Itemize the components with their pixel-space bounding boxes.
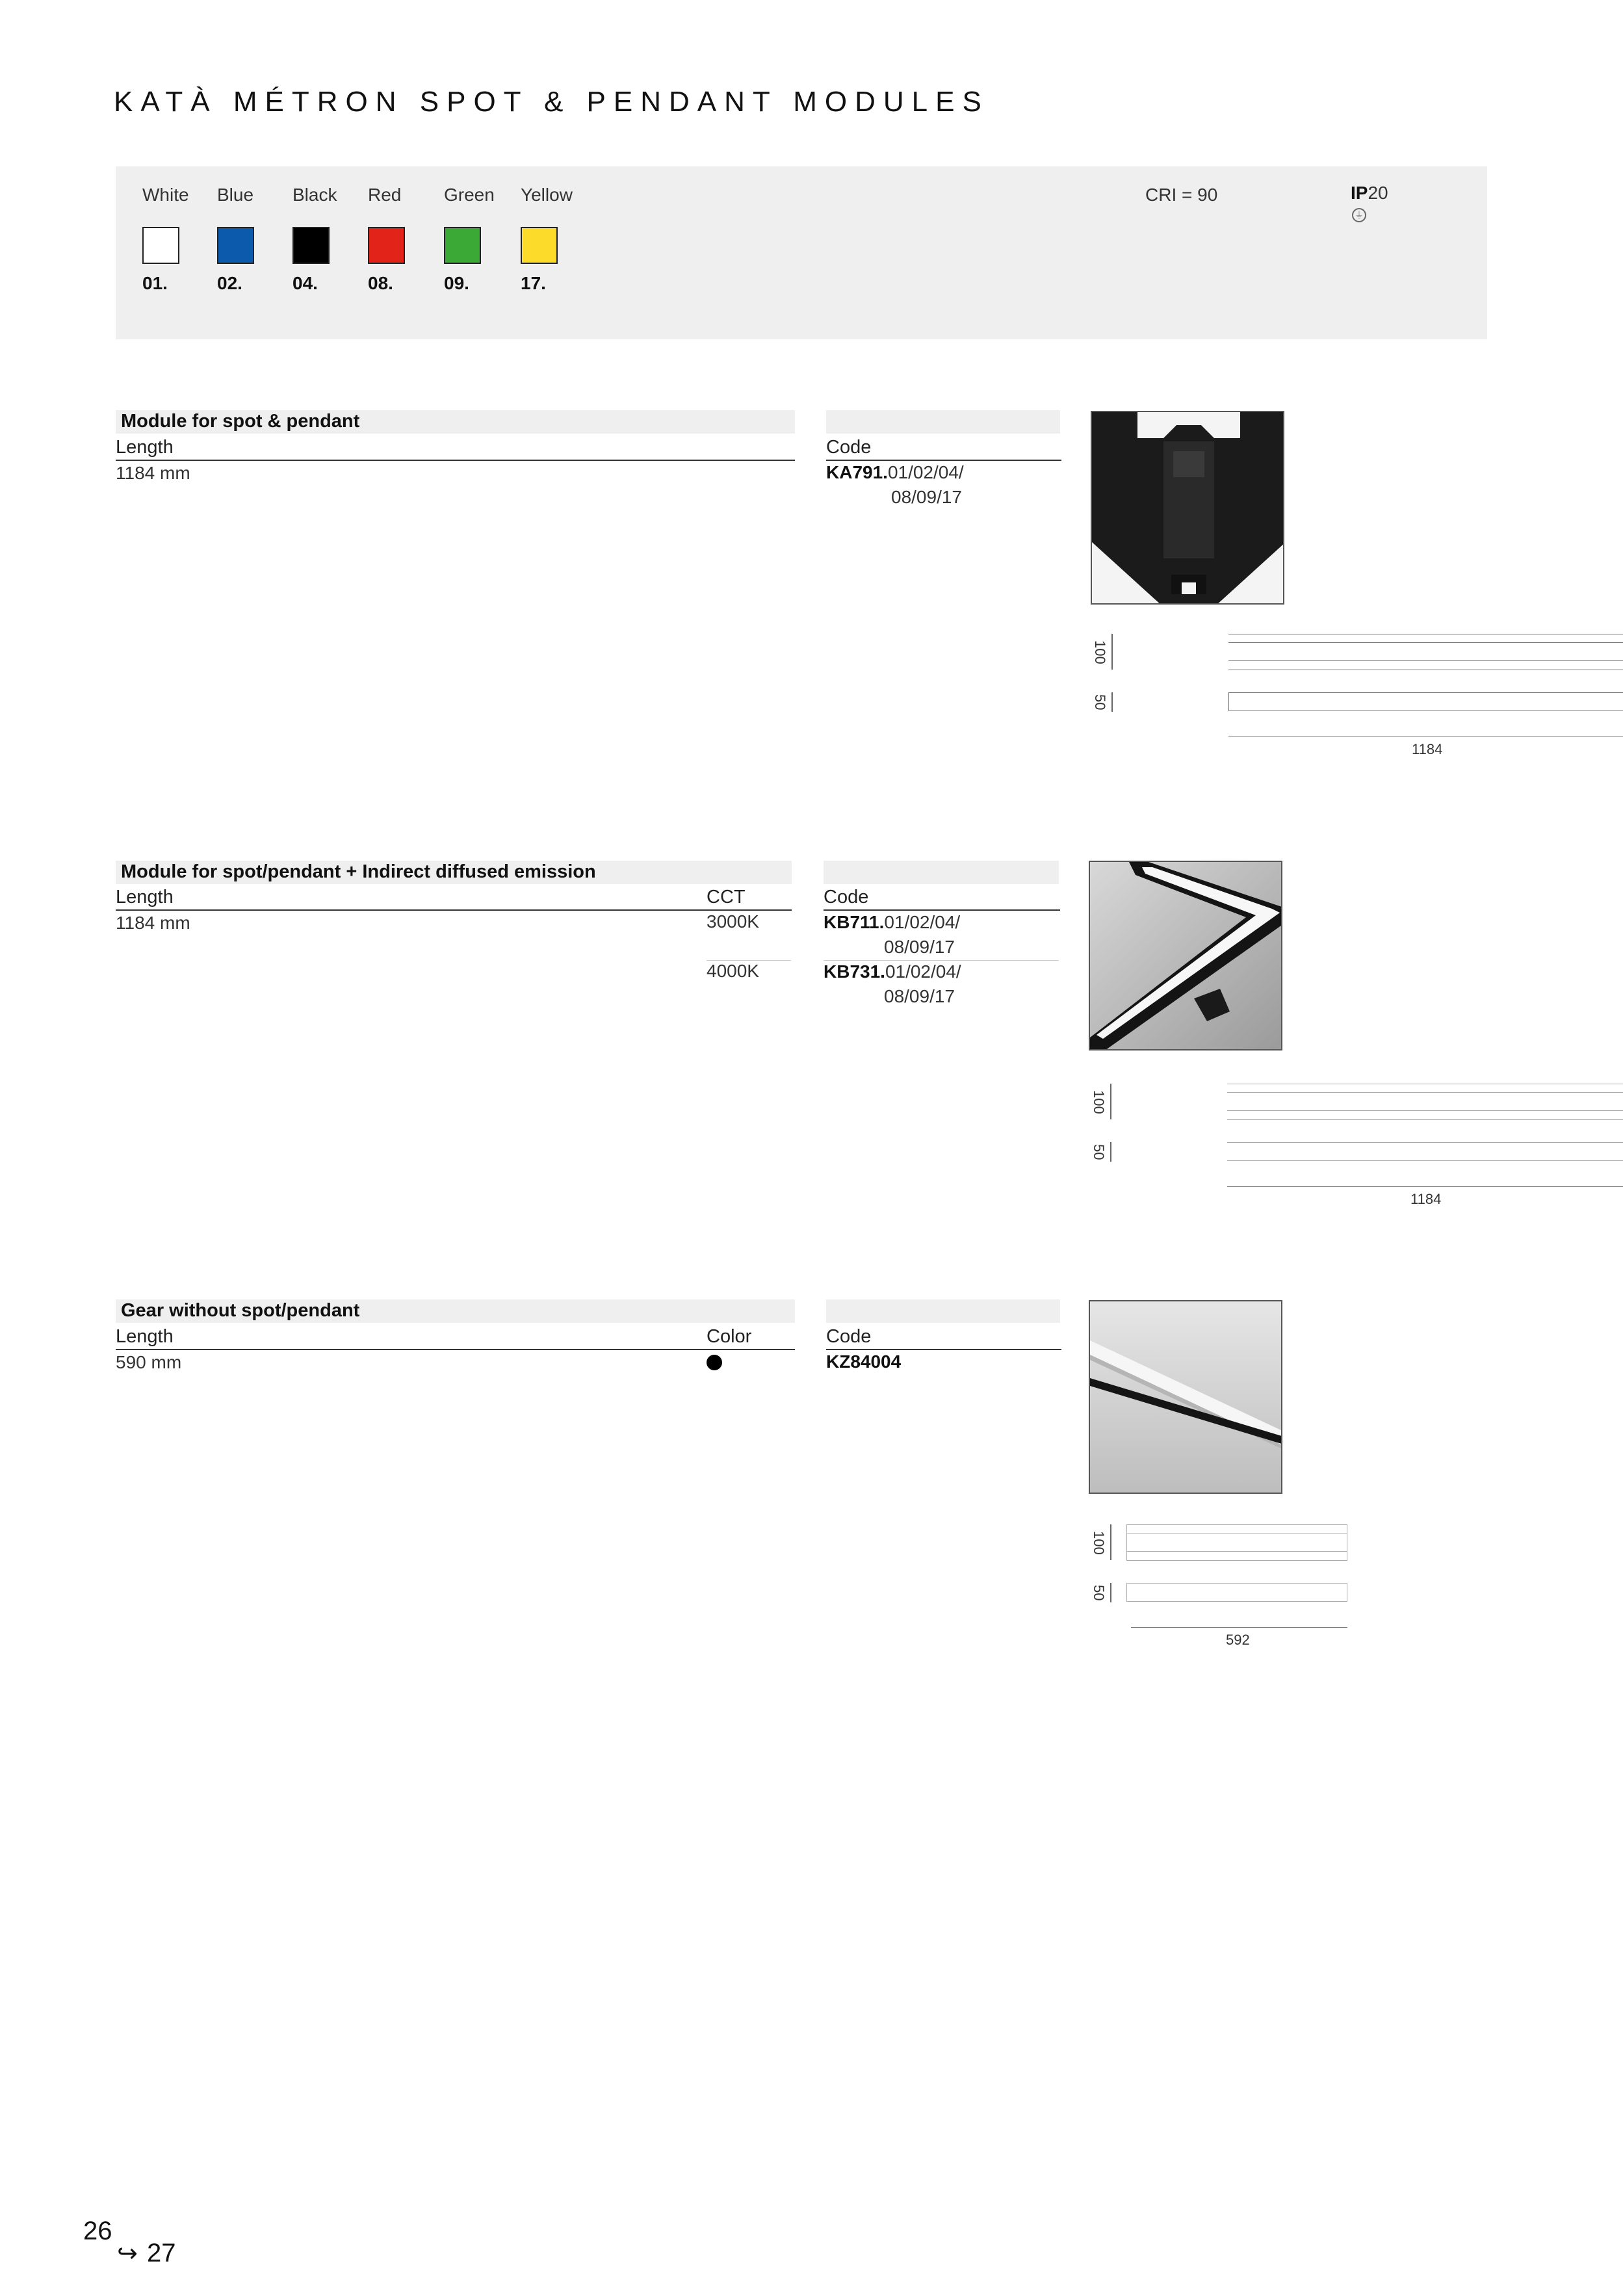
dimension-line [1227, 1186, 1623, 1187]
header-rule [116, 1349, 795, 1350]
product-1-heading: Module for spot & pendant [121, 411, 360, 432]
swatch-name: Red [368, 185, 402, 205]
drawing-line [1227, 1092, 1623, 1093]
dim-tick [1126, 1524, 1127, 1560]
code-bold: KB711. [824, 912, 885, 932]
ip-value: 20 [1368, 183, 1388, 203]
product-2-photo [1089, 861, 1282, 1050]
length-value: 1184 mm [116, 913, 190, 933]
product-code [826, 460, 964, 485]
drawing-line [1126, 1601, 1347, 1602]
swatch-box [292, 227, 330, 264]
dim-tick [1228, 692, 1229, 711]
drawing-line [1126, 1560, 1347, 1561]
dim-height-1: 100 [1091, 1531, 1107, 1555]
swatch-box [521, 227, 558, 264]
drawing-line [1227, 1119, 1623, 1120]
dim-length: 1184 [1410, 1191, 1442, 1207]
drawing-line [1126, 1583, 1347, 1584]
dim-tick [1110, 1084, 1111, 1119]
swatch-code: 01. [142, 273, 168, 293]
swatch-box [142, 227, 179, 264]
code-rest: 01/02/04/ [885, 961, 961, 982]
code-rest-line2: 08/09/17 [884, 937, 955, 957]
color-dot-black [707, 1355, 722, 1370]
code-label: Code [826, 437, 872, 458]
cct-value: 3000K [707, 911, 759, 932]
swatch-box [444, 227, 481, 264]
dim-tick [1110, 1142, 1111, 1162]
drawing-line [1228, 660, 1623, 661]
dim-height-1: 100 [1091, 1090, 1107, 1114]
product-1-photo [1091, 411, 1284, 605]
dim-height-1: 100 [1092, 640, 1108, 664]
code-bold: KZ84004 [826, 1351, 902, 1372]
swatch-name: Yellow [521, 185, 573, 205]
dim-tick [1110, 1583, 1111, 1602]
dim-tick [1110, 1524, 1111, 1560]
page-number-right: 27 [147, 2239, 176, 2267]
ip-prefix: IP [1351, 183, 1368, 203]
page-number-left: 26 [83, 2217, 112, 2245]
length-label: Length [116, 887, 174, 907]
swatch-name: White [142, 185, 189, 205]
product-2-heading: Module for spot/pendant + Indirect diffused emission [121, 861, 596, 882]
swatch-code: 02. [217, 273, 242, 293]
dim-height-2: 50 [1092, 694, 1108, 711]
drawing-line [1227, 1110, 1623, 1111]
drawing-line [1228, 642, 1623, 643]
length-value: 1184 mm [116, 463, 190, 483]
length-label: Length [116, 437, 174, 458]
cri-value: CRI = 90 [1145, 185, 1218, 205]
swatch-code: 08. [368, 273, 393, 293]
product-3-photo [1089, 1300, 1282, 1494]
product-code [826, 1350, 901, 1374]
dim-height-2: 50 [1091, 1144, 1107, 1160]
drawing-line [1126, 1524, 1347, 1525]
dim-tick [1111, 692, 1113, 712]
code-rest: 01/02/04/ [884, 912, 961, 932]
code-bold: KB731. [824, 961, 885, 982]
swatch-name: Green [444, 185, 495, 205]
code-header-bar [824, 861, 1059, 884]
arrow-icon: ↪ [117, 2240, 138, 2267]
header-rule [116, 460, 795, 461]
cct-value: 4000K [707, 961, 759, 981]
code-header-bar [826, 1299, 1060, 1323]
dim-length: 592 [1226, 1632, 1250, 1648]
cct-label: CCT [707, 887, 746, 907]
code-rest-line2: 08/09/17 [891, 487, 962, 507]
gear-module-image [1090, 1301, 1282, 1494]
product-code [824, 959, 961, 984]
color-label: Color [707, 1326, 752, 1347]
swatch-name: Black [292, 185, 337, 205]
swatch-code: 09. [444, 273, 469, 293]
code-label: Code [824, 887, 869, 907]
indirect-module-image [1090, 862, 1282, 1050]
product-3-heading: Gear without spot/pendant [121, 1300, 360, 1321]
ip-rating [1351, 183, 1388, 203]
swatch-box [217, 227, 254, 264]
dim-tick [1111, 634, 1113, 670]
length-label: Length [116, 1326, 174, 1347]
length-value: 590 mm [116, 1352, 182, 1372]
color-options-band [116, 166, 1487, 339]
dim-height-2: 50 [1091, 1585, 1107, 1601]
dimension-line [1131, 1627, 1347, 1628]
code-rest-line2: 08/09/17 [884, 986, 955, 1006]
swatch-name: Blue [217, 185, 254, 205]
profile-section-image [1092, 412, 1284, 605]
drawing-line [1228, 692, 1623, 693]
page-title: KATÀ MÉTRON SPOT & PENDANT MODULES [114, 86, 989, 118]
dim-tick [1126, 1583, 1127, 1601]
code-bold: KA791. [826, 462, 888, 482]
header-rule [116, 909, 792, 911]
swatch-box [368, 227, 405, 264]
ground-icon: ⏚ [1352, 208, 1366, 222]
dim-length: 1184 [1412, 741, 1443, 757]
swatch-code: 04. [292, 273, 318, 293]
product-code [824, 910, 960, 935]
drawing-line [1227, 1160, 1623, 1161]
drawing-line [1126, 1551, 1347, 1552]
code-header-bar [826, 410, 1060, 434]
code-label: Code [826, 1326, 872, 1347]
swatch-code: 17. [521, 273, 546, 293]
drawing-line [1227, 1142, 1623, 1143]
code-rest: 01/02/04/ [887, 462, 964, 482]
